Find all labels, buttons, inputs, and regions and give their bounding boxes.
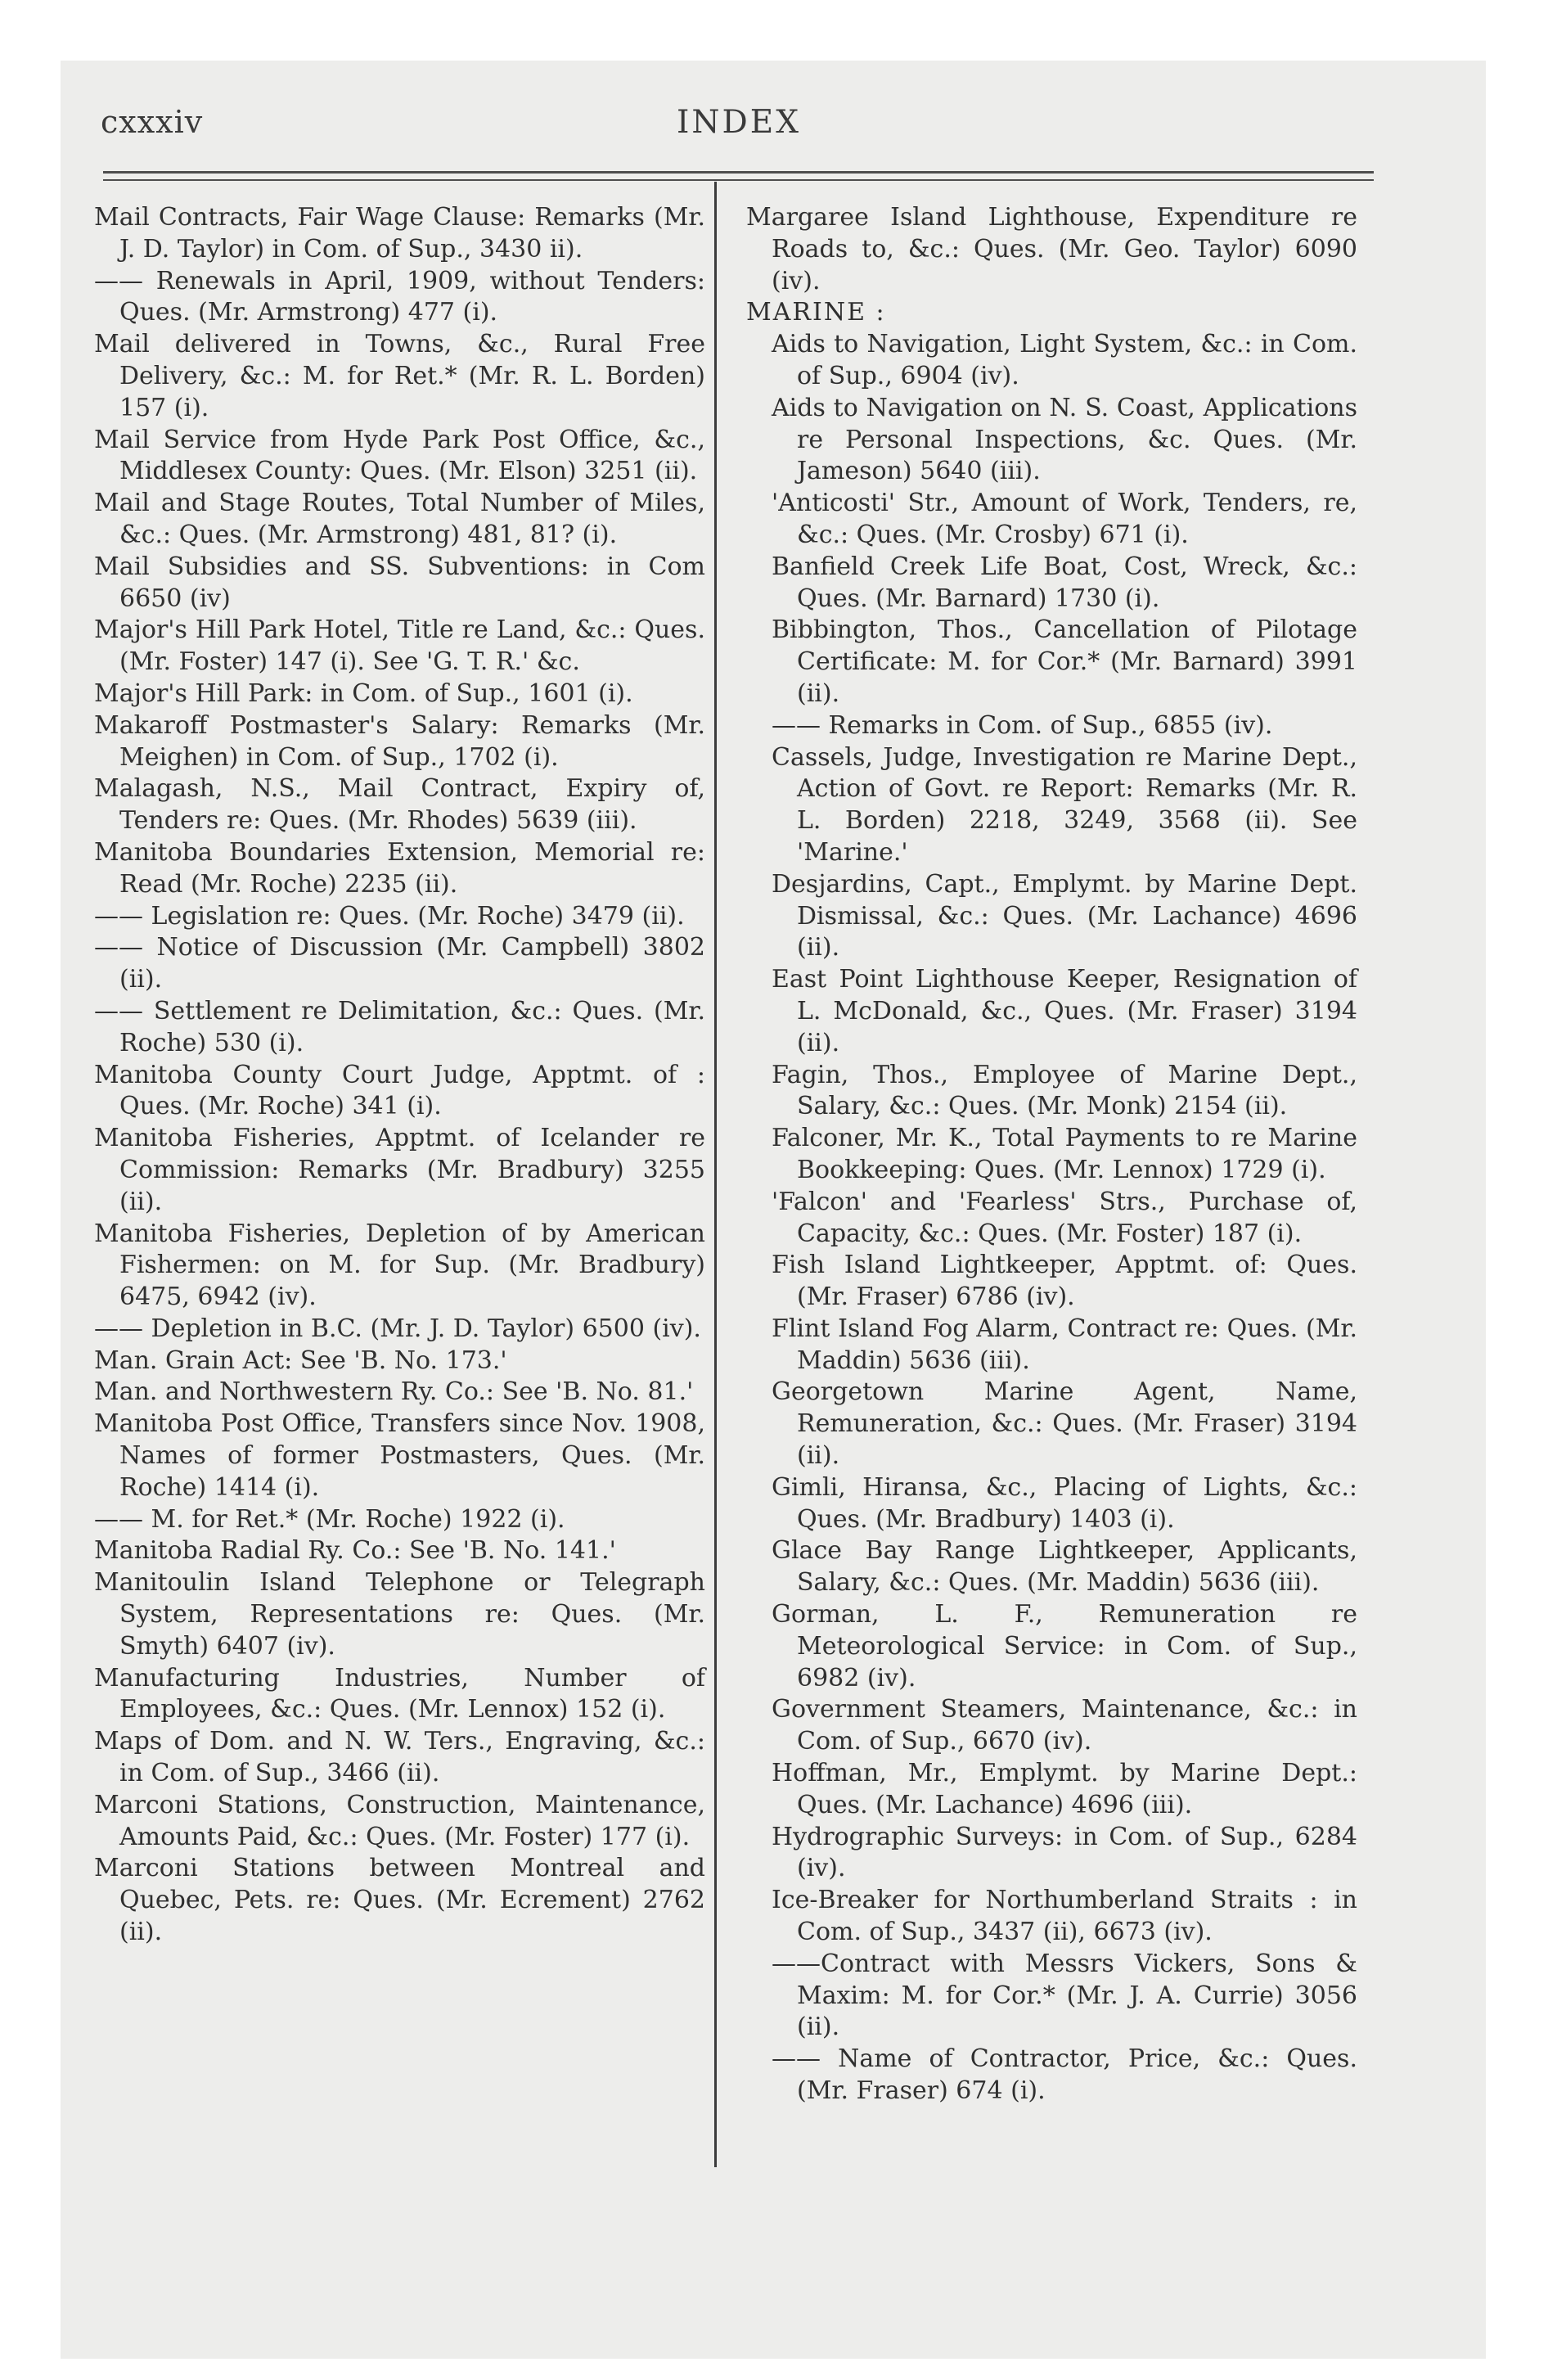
subentry: —— Name of Contractor, Price, &c.: Ques. (Mr. Fraser) 674 (i). [772,2044,1357,2106]
subentry: Fagin, Thos., Employee of Marine Dept., Salary, &c.: Ques. (Mr. Monk) 2154 (ii). [772,1060,1357,1121]
subentry: 'Falcon' and 'Fearless' Strs., Purchase of, Capacity, &c.: Ques. (Mr. Foster) 187 (i). [772,1187,1357,1248]
index-entry: Mail Contracts, Fair Wage Clause: Remarks (Mr. J. D. Taylor) in Com. of Sup., 3430 ii). [94,203,705,264]
index-entry: Manitoba Post Office, Transfers since Nov. 1908, Names of former Postmasters, Ques. (Mr. Roche) 1414 (i). [94,1409,705,1502]
index-entry: Mail and Stage Routes, Total Number of Miles, &c.: Ques. (Mr. Armstrong) 481, 81? (i). [94,489,705,549]
index-entry: Mail delivered in Towns, &c., Rural Free Delivery, &c.: M. for Ret.* (Mr. R. L. Borden) 157 (i). [94,330,705,422]
subentry: Fish Island Lightkeeper, Apptmt. of: Ques. (Mr. Fraser) 6786 (iv). [772,1251,1357,1312]
page-number: cxxxiv [101,104,204,140]
index-entry: Major's Hill Park: in Com. of Sup., 1601 (i). [94,678,633,708]
index-entry: Malagash, N.S., Mail Contract, Expiry of, Tenders re: Ques. (Mr. Rhodes) 5639 (iii). [94,774,705,836]
left-column [94,202,705,1949]
index-entry: Margaree Island Lighthouse, Expenditure re Roads to, &c.: Ques. (Mr. Geo. Taylor) 6090 (iv). [746,203,1357,295]
index-entry: Marconi Stations between Montreal and Quebec, Pets. re: Ques. (Mr. Ecrement) 2762 (ii). [94,1854,705,1947]
subentry: Gimli, Hiransa, &c., Placing of Lights, &c.: Ques. (Mr. Bradbury) 1403 (i). [772,1472,1357,1534]
index-entry: Marconi Stations, Construction, Maintenance, Amounts Paid, &c.: Ques. (Mr. Foster) 177 (i). [94,1790,705,1851]
index-entry: Manufacturing Industries, Number of Employees, &c.: Ques. (Mr. Lennox) 152 (i). [94,1663,705,1724]
subentry: Bibbington, Thos., Cancellation of Pilotage Certificate: M. for Cor.* (Mr. Barnard) 3991 (ii). [772,615,1357,708]
subentry: ——Contract with Messrs Vickers, Sons & Maxim: M. for Cor.* (Mr. J. A. Currie) 3056 (ii). [772,1949,1357,2042]
column-divider [714,182,717,2167]
index-entry: Maps of Dom. and N. W. Ters., Engraving, &c.: in Com. of Sup., 3466 (ii). [94,1727,705,1788]
header-rule-top [103,171,1374,174]
subentry: —— Remarks in Com. of Sup., 6855 (iv). [772,710,1273,740]
right-column [746,202,1357,2107]
index-entry: Manitoba Fisheries, Depletion of by American Fishermen: on M. for Sup. (Mr. Bradbury) 6475, 6942 (iv). [94,1219,705,1312]
index-entry: —— Notice of Discussion (Mr. Campbell) 3802 (ii). [94,933,705,994]
section-heading-marine: MARINE : [746,298,886,327]
subentry: Banfield Creek Life Boat, Cost, Wreck, &c.: Ques. (Mr. Barnard) 1730 (i). [772,552,1357,613]
page-header [101,104,1377,169]
index-entry: —— Legislation re: Ques. (Mr. Roche) 3479 (ii). [94,901,685,931]
index-entry: —— Depletion in B.C. (Mr. J. D. Taylor) 6500 (iv). [94,1314,701,1343]
subentry: Georgetown Marine Agent, Name, Remuneration, &c.: Ques. (Mr. Fraser) 3194 (ii). [772,1377,1357,1471]
subentry: 'Anticosti' Str., Amount of Work, Tenders, re, &c.: Ques. (Mr. Crosby) 671 (i). [772,489,1357,549]
subentry: Hydrographic Surveys: in Com. of Sup., 6284 (iv). [772,1822,1357,1883]
index-entry: —— Renewals in April, 1909, without Tenders: Ques. (Mr. Armstrong) 477 (i). [94,266,705,327]
subentry: Hoffman, Mr., Emplymt. by Marine Dept.: Ques. (Mr. Lachance) 4696 (iii). [772,1759,1357,1819]
index-entry: —— M. for Ret.* (Mr. Roche) 1922 (i). [94,1504,565,1534]
index-entry: Major's Hill Park Hotel, Title re Land, &c.: Ques. (Mr. Foster) 147 (i). See 'G. T. R.' &c. [94,615,705,677]
index-entry: Makaroff Postmaster's Salary: Remarks (Mr. Meighen) in Com. of Sup., 1702 (i). [94,710,705,772]
subentry: Flint Island Fog Alarm, Contract re: Ques. (Mr. Maddin) 5636 (iii). [772,1314,1357,1375]
subentry: Desjardins, Capt., Emplymt. by Marine Dept. Dismissal, &c.: Ques. (Mr. Lachance) 4696 (ii). [772,869,1357,962]
subentry: Aids to Navigation on N. S. Coast, Applications re Personal Inspections, &c. Ques. (Mr. Jameson) 5640 (iii). [772,393,1357,486]
index-entry: Manitoba Fisheries, Apptmt. of Icelander re Commission: Remarks (Mr. Bradbury) 3255 (ii). [94,1124,705,1216]
index-entry: Manitoba County Court Judge, Apptmt. of : Ques. (Mr. Roche) 341 (i). [94,1060,705,1121]
index-entry: Man. and Northwestern Ry. Co.: See 'B. No. 81.' [94,1377,694,1407]
subentry: Cassels, Judge, Investigation re Marine Dept., Action of Govt. re Report: Remarks (Mr. R. L. Borden) 2218, 3249, 3568 (ii). See 'Marine.' [772,742,1357,867]
page-title: INDEX [676,104,802,141]
subentry: Glace Bay Range Lightkeeper, Applicants, Salary, &c.: Ques. (Mr. Maddin) 5636 (iii). [772,1536,1357,1598]
index-entry: Man. Grain Act: See 'B. No. 173.' [94,1346,507,1375]
index-entry: Manitoba Radial Ry. Co.: See 'B. No. 141.' [94,1536,616,1566]
index-entry: Manitoulin Island Telephone or Telegraph System, Representations re: Ques. (Mr. Smyth) 6407 (iv). [94,1568,705,1661]
index-entry: Mail Subsidies and SS. Subventions: in Com 6650 (iv) [94,552,705,613]
index-entry: —— Settlement re Delimitation, &c.: Ques. (Mr. Roche) 530 (i). [94,996,705,1057]
subentry: Aids to Navigation, Light System, &c.: in Com. of Sup., 6904 (iv). [772,330,1357,390]
index-entry: Mail Service from Hyde Park Post Office, &c., Middlesex County: Ques. (Mr. Elson) 3251 (ii). [94,425,705,486]
subentry: Government Steamers, Maintenance, &c.: in Com. of Sup., 6670 (iv). [772,1695,1357,1756]
subentry: Ice-Breaker for Northumberland Straits : in Com. of Sup., 3437 (ii), 6673 (iv). [772,1886,1357,1947]
subentry: East Point Lighthouse Keeper, Resignation of L. McDonald, &c., Ques. (Mr. Fraser) 3194 (ii). [772,965,1357,1057]
index-entry: Manitoba Boundaries Extension, Memorial re: Read (Mr. Roche) 2235 (ii). [94,837,705,899]
subentry: Falconer, Mr. K., Total Payments to re Marine Bookkeeping: Ques. (Mr. Lennox) 1729 (i). [772,1124,1357,1184]
subentry: Gorman, L. F., Remuneration re Meteorological Service: in Com. of Sup., 6982 (iv). [772,1600,1357,1693]
header-rule-bottom [103,179,1374,181]
